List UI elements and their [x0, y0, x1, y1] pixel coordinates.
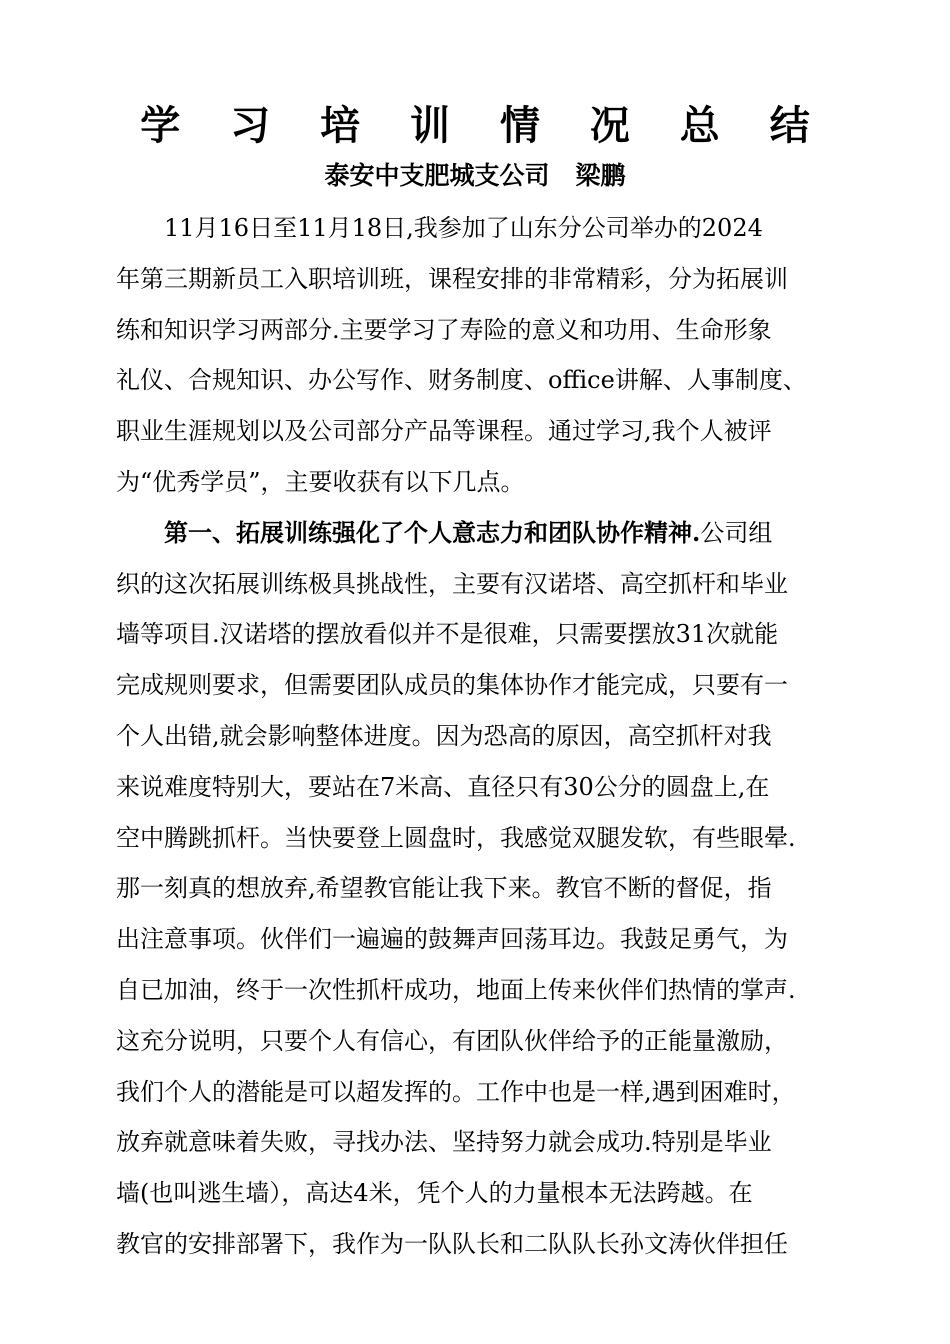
section-heading: 第一、拓展训练强化了个人意志力和团队协作精神.	[164, 517, 701, 547]
text-line	[116, 508, 856, 559]
document-title: 学 习 培 训 情 况 总 结	[140, 102, 828, 149]
text-line: 空中腾跳抓杆。当快要登上圆盘时，我感觉双腿发软，有些眼晕.	[116, 823, 796, 852]
text-line: 自已加油，终于一次性抓杆成功，地面上传来伙伴们热情的掌声.	[116, 975, 796, 1004]
text-line: 那一刻真的想放弃,希望教官能让我下来。教官不断的督促，指	[116, 874, 772, 903]
text-line: 为“优秀学员”，主要收获有以下几点。	[116, 467, 525, 496]
author-name: 梁鹏	[575, 161, 626, 190]
text-line: 织的这次拓展训练极具挑战性，主要有汉诺塔、高空抓杆和毕业	[116, 569, 788, 598]
text-line: 11月16日至11月18日,我参加了山东分公司举办的2024	[164, 214, 763, 242]
text-line: 年第三期新员工入职培训班，课程安排的非常精彩，分为拓展训	[116, 264, 788, 293]
text-line: 墙(也叫逃生墙），高达4米，凭个人的力量根本无法跨越。在	[116, 1179, 753, 1208]
text-line: 礼仪、合规知识、办公写作、财务制度、office讲解、人事制度、	[116, 366, 807, 395]
text-line: 练和知识学习两部分.主要学习了寿险的意义和功用、生命形象	[116, 315, 772, 344]
text-line: 这充分说明，只要个人有信心，有团队伙伴给予的正能量激励，	[116, 1026, 788, 1055]
author-organization: 泰安中支肥城支公司	[324, 161, 550, 190]
text-line: 放弃就意味着失败，寻找办法、坚持努力就会成功.特别是毕业	[116, 1128, 772, 1157]
document-body	[116, 203, 856, 1270]
text-line: 出注意事项。伙伴们一遍遍的鼓舞声回荡耳边。我鼓足勇气，为	[116, 925, 788, 954]
text-line: 职业生涯规划以及公司部分产品等课程。通过学习,我个人被评	[116, 417, 772, 446]
text-run: 公司组	[700, 518, 773, 547]
text-line: 教官的安排部署下，我作为一队队长和二队队长孙文涛伙伴担任	[116, 1229, 788, 1258]
text-line: 个人出错,就会影响整体进度。因为恐高的原因，高空抓杆对我	[116, 721, 772, 750]
text-line: 墙等项目.汉诺塔的摆放看似并不是很难，只需要摆放31次就能	[116, 620, 779, 649]
text-line: 我们个人的潜能是可以超发挥的。工作中也是一样,遇到困难时，	[116, 1077, 796, 1106]
document-byline	[0, 156, 950, 196]
paragraph-intro	[116, 203, 856, 508]
text-line: 完成规则要求，但需要团队成员的集体协作才能完成，只要有一	[116, 671, 788, 700]
paragraph-first-point	[116, 508, 856, 1270]
text-line: 来说难度特别大，要站在7米高、直径只有30公分的圆盘上,在	[116, 772, 770, 801]
